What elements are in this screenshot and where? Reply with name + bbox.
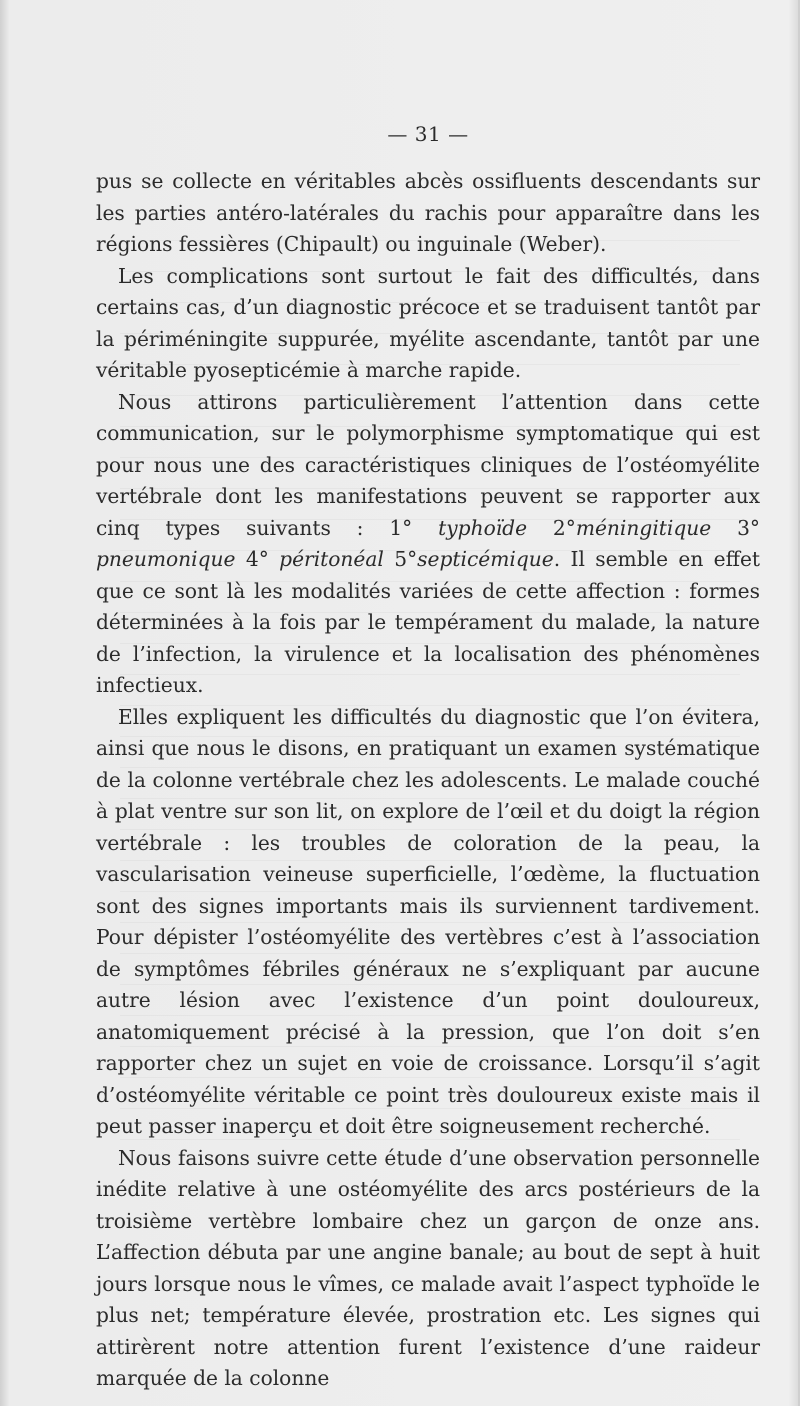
type-4-number: 4° [245, 547, 269, 571]
paragraph-4: Elles expliquent les difficultés du diagnostic que l’on évitera, ainsi que nous le disons, en pratiquant un examen systématique de la colonne vertébrale chez les adolescents. Le malade couché à plat ventre sur son lit, on explore de l’œil et du doigt la région vertébrale : les troubles de coloration de la peau, la vascularisation veineuse superficielle, l’œdème, la fluctuation sont des signes importants mais ils surviennent tardivement. Pour dépister l’ostéomyélite des vertèbres c’est à l’association de symptômes fébriles généraux ne s’expliquant par aucune autre lésion avec l’existence d’un point douloureux, anatomiquement précisé à la pression, que l’on doit s’en rapporter chez un sujet en voie de croissance. Lorsqu’il s’agit d’ostéomyélite véritable ce point très douloureux existe mais il peut passer inaperçu et doit être soigneusement recherché. [96, 704, 760, 1138]
paragraph-3-intro: Nous attirons particulièrement l’attention dans cette communication, sur le polymorphisme symptomatique qui est pour nous une des caractéristiques cliniques de l’ostéomyélite vertébrale dont les manifestations peuvent se rapporter aux cinq types suivants : [96, 389, 760, 540]
paragraph-3-conclusion: . Il semble en effet que ce sont là les modalités variées de cette affection : formes déterminées à la fois par le tempérament du malade, la nature de l’infection, la virulence et la localisation des phénomènes infectieux. [96, 547, 761, 697]
type-2-label: méningitique [575, 515, 712, 540]
paragraph-1: pus se collecte en véritables abcès ossifluents descendants sur les parties antéro-latérales du rachis pour apparaître dans les régions fessières (Chipault) ou inguinale (Weber). [96, 169, 760, 256]
page-number: — 31 — [387, 122, 469, 146]
type-5-label: septicémique [417, 547, 554, 571]
type-1-label: typhoïde [438, 515, 528, 540]
paragraph-3 [96, 387, 760, 702]
type-1-number: 1° [389, 515, 413, 540]
paragraph-5: Nous faisons suivre cette étude d’une observation personnelle inédite relative à une ostéomyélite des arcs postérieurs de la troisième vertèbre lombaire chez un garçon de onze ans. L’affection débuta par une angine banale; au bout de sept à huit jours lorsque nous le vîmes, ce malade avait l’aspect typhoïde le plus net; température élevée, prostration etc. Les signes qui attirèrent notre attention furent l’existence d’une raideur marquée de la colonne [96, 1145, 760, 1390]
type-5-number: 5° [394, 547, 418, 571]
type-3-label: pneumonique [96, 547, 236, 571]
type-3-number: 3° [737, 515, 761, 540]
document-page [96, 120, 760, 1395]
type-2-number: 2° [552, 515, 576, 540]
paragraph-2: Les complications sont surtout le fait des difficultés, dans certains cas, d’un diagnostic précoce et se traduisent tantôt par la périméningite suppurée, myélite ascendante, tantôt par une véritable pyosepticémie à marche rapide. [96, 263, 760, 382]
type-4-label: péritonéal [279, 547, 384, 571]
